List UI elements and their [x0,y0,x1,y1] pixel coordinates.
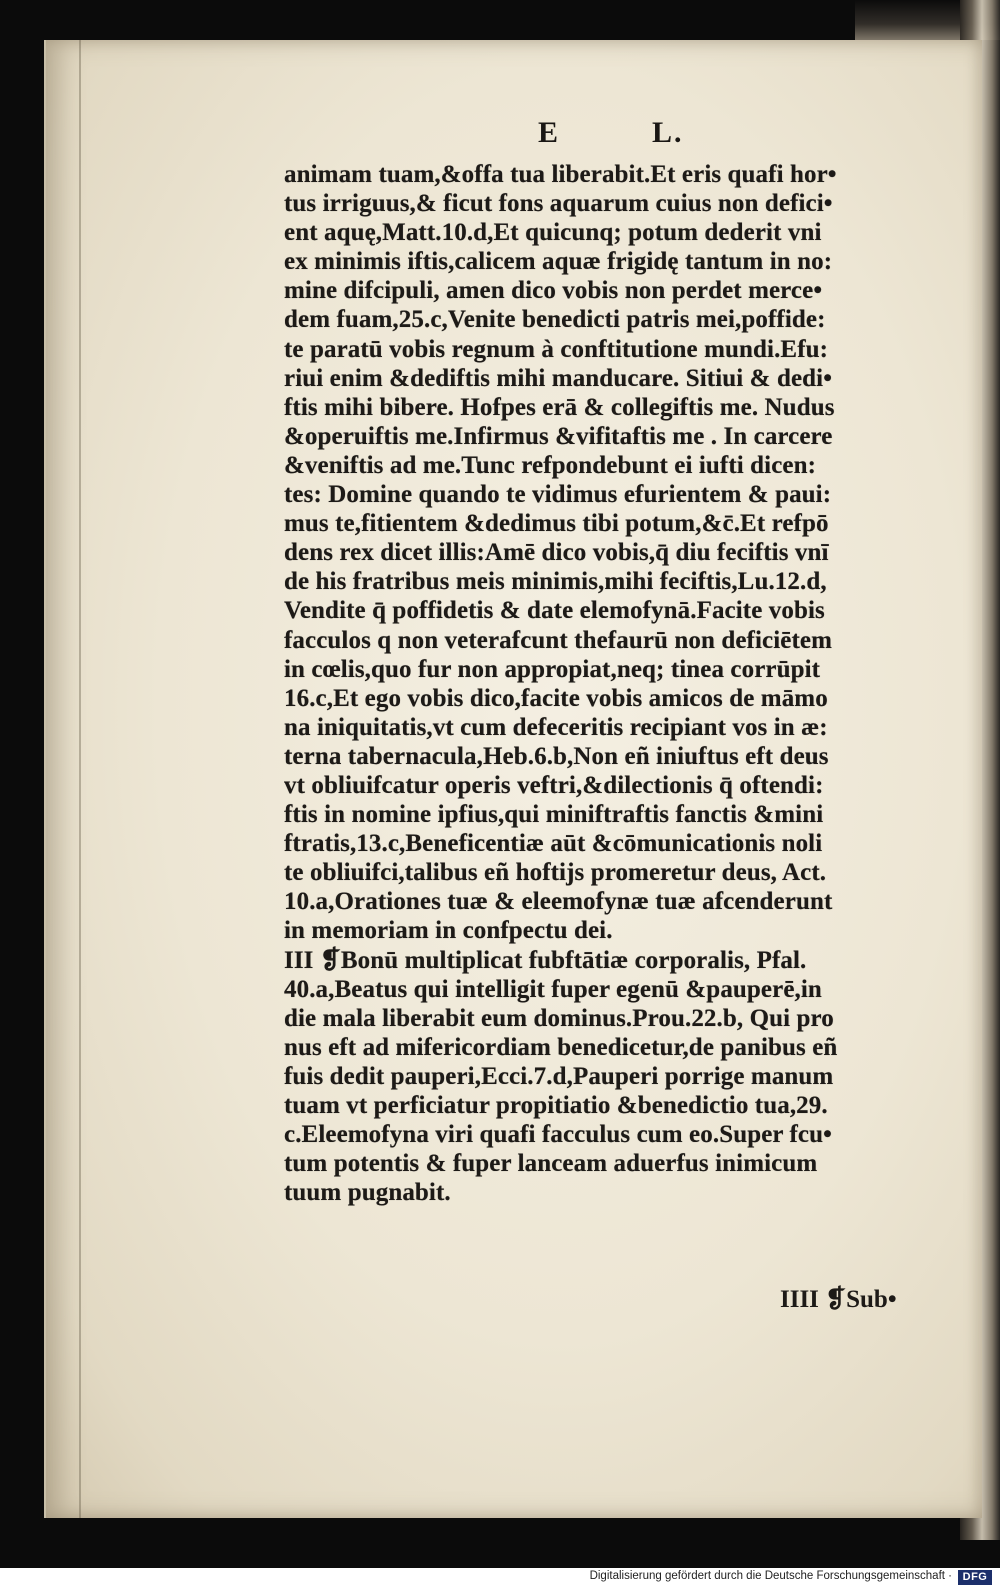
text-line: na iniquitatis,vt cum defeceritis recipiant vos in æ: [284,713,828,741]
text-line: te obliuifci,talibus eñ hoftijs promeretur deus, Act. [284,859,827,887]
text-line: tuam vt perficiatur propitiatio &benedictio tua,29. [284,1092,828,1119]
body-text [284,160,944,1207]
text-line: tuum pugnabit. [284,1179,451,1207]
text-line: ftis mihi bibere. Hofpes erā & collegiftis me. Nudus [284,393,835,421]
footer-credit: Digitalisierung gefördert durch die Deutsche Forschungsgemeinschaft · [589,1570,952,1582]
text-line: 16.c,Et ego vobis dico,facite vobis amicos de māmo [284,684,828,712]
running-header [46,116,982,152]
dfg-logo-icon: DFG [958,1570,992,1585]
text-line: dens rex dicet illis:Amē dico vobis,q̄ diu feciftis vnī [284,539,829,567]
text-line: &operuiftis me.Infirmus &vifitaftis me . In carcere [284,422,833,450]
header-left: E [538,116,561,149]
text-line: in cœlis,quo fur non appropiat,neq; tinea corrūpit [284,655,821,683]
text-line: te paratū vobis regnum à conftitutione mundi.Efu: [284,335,829,363]
catchword: IIII ❡Sub• [780,1286,897,1313]
text-line: vt obliuifcatur operis veftri,&dilectionis q̄ oftendi: [284,771,824,799]
text-line: mus te,fitientem &dedimus tibi potum,&c̄.Et refpō [284,510,829,538]
text-line: ftis in nomine ipfius,qui miniftraftis fanctis &mini [284,801,824,829]
text-line: tum potentis & fuper lanceam aduerfus inimicum [284,1150,818,1178]
text-line: mine difcipuli, amen dico vobis non perdet merce• [284,277,823,305]
text-line: dem fuam,25.c,Venite benedicti patris mei,poffide: [284,306,826,334]
text-line: die mala liberabit eum dominus.Prou.22.b, Qui pro [284,1004,834,1032]
text-line: III ❡Bonū multiplicat fubftātiæ corporalis, Pfal. [284,946,807,974]
text-line: tus irriguus,& ficut fons aquarum cuius non defici• [284,190,833,218]
book-page [44,40,982,1518]
text-line: terna tabernacula,Heb.6.b,Non eñ iniuftus eft deus [284,742,829,770]
footer-bar [0,1568,1000,1588]
header-right: L. [652,116,684,149]
text-line: c.Eleemofyna viri quafi facculus cum eo.Super fcu• [284,1121,832,1149]
text-line: ent aquę,Matt.10.d,Et quicunq; potum dederit vni [284,219,822,247]
text-line: Vendite q̄ poffidetis & date elemofynā.Facite vobis [284,597,825,625]
text-line: de his fratribus meis minimis,mihi feciftis,Lu.12.d, [284,568,827,596]
text-line: 10.a,Orationes tuæ & eleemofynæ tuæ afcenderunt [284,888,833,916]
text-line: &veniftis ad me.Tunc refpondebunt ei iufti dicen: [284,451,817,479]
text-line: 40.a,Beatus qui intelligit fuper egenū &pauperē,in [284,975,822,1003]
text-line: ex minimis iftis,calicem aquæ frigidę tantum in no: [284,248,833,276]
page-gutter [79,40,81,1518]
text-line: nus eft ad mifericordiam benedicetur,de panibus eñ [284,1033,838,1061]
text-line: in memoriam in confpectu dei. [284,917,613,945]
text-line: tes: Domine quando te vidimus efurientem & paui: [284,481,832,509]
text-line: animam tuam,&offa tua liberabit.Et eris quafi hor• [284,161,837,188]
text-line: fuis dedit pauperi,Ecci.7.d,Pauperi porrige manum [284,1062,834,1090]
text-line: riui enim &dediftis mihi manducare. Sitiui & dedi• [284,364,833,392]
text-line: ftratis,13.c,Beneficentiæ aūt &cōmunicationis noli [284,830,823,858]
text-line: facculos q non veterafcunt thefaurū non deficiētem [284,626,832,654]
